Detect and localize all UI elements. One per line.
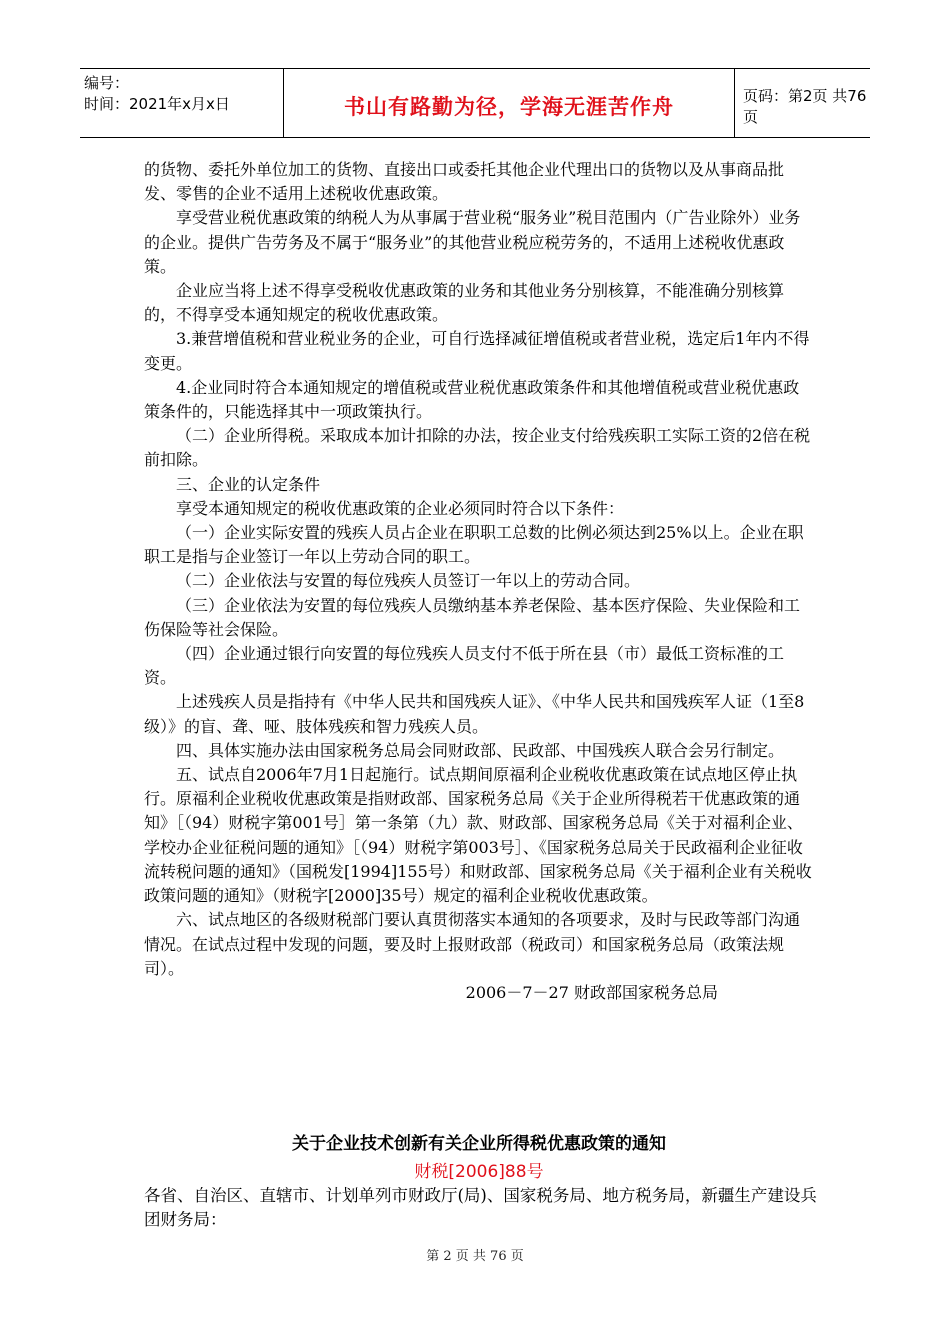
paragraph: （一）企业实际安置的残疾人员占企业在职职工总数的比例必须达到25%以上。企业在职职工是指与企业签订一年以上劳动合同的职工。 [144, 523, 804, 567]
document-body [144, 158, 814, 1005]
notice-title: 关于企业技术创新有关企业所得税优惠政策的通知 [292, 1134, 666, 1154]
paragraph: （二）企业所得税。采取成本加计扣除的办法，按企业支付给残疾职工实际工资的2倍在税前扣除。 [144, 426, 811, 470]
paragraph: （二）企业依法与安置的每位残疾人员签订一年以上的劳动合同。 [176, 571, 641, 591]
paragraph: 4.企业同时符合本通知规定的增值税或营业税优惠政策条件和其他增值税或营业税优惠政策条件的，只能选择其中一项政策执行。 [144, 377, 800, 422]
paragraph: 六、试点地区的各级财税部门要认真贯彻落实本通知的各项要求，及时与民政等部门沟通情况。在试点过程中发现的问题，要及时上报财政部（税政司）和国家税务总局（政策法规司）。 [144, 910, 801, 978]
paragraph: 四、具体实施办法由国家税务总局会同财政部、民政部、中国残疾人联合会另行制定。 [176, 740, 785, 760]
notice-recipients: 各省、自治区、直辖市、计划单列市财政厅(局)、国家税务局、地方税务局，新疆生产建设兵团财务局： [144, 1186, 817, 1229]
document-header [80, 68, 870, 138]
paragraph: 3.兼营增值税和营业税业务的企业，可自行选择减征增值税或者营业税，选定后1年内不得变更。 [144, 329, 810, 373]
paragraph: 五、试点自2006年7月1日起施行。试点期间原福利企业税收优惠政策在试点地区停止执行。原福利企业税收优惠政策是指财政部、国家税务总局《关于企业所得税若干优惠政策的通知》［（94）财税字第001号］第一条第（九）款、财政部、国家税务总局《关于对福利企业、学校办企业征税问题的通知》［（94）财税字第003号］、《国家税务总局关于民政福利企业征收流转税问题的通知》（国税发[1994]155号）和财政部、国家税务总局《关于福利企业有关税收政策问题的通知》（财税字[2000]35号）规定的福利企业税收优惠政策。 [144, 765, 812, 906]
paragraph: 的货物、委托外单位加工的货物、直接出口或委托其他企业代理出口的货物以及从事商品批发、零售的企业不适用上述税收优惠政策。 [144, 160, 785, 204]
paragraph: 上述残疾人员是指持有《中华人民共和国残疾人证》、《中华人民共和国残疾军人证（1至8级）》的盲、聋、哑、肢体残疾和智力残疾人员。 [144, 692, 805, 736]
signature-line: 2006－7－27 财政部国家税务总局 [465, 982, 718, 1002]
paragraph: （三）企业依法为安置的每位残疾人员缴纳基本养老保险、基本医疗保险、失业保险和工伤保险等社会保险。 [144, 595, 801, 639]
header-motto: 书山有路勤为径，学海无涯苦作舟 [283, 69, 735, 137]
header-page-info: 页码：第2页 共76页 [743, 87, 867, 126]
paragraph: 企业应当将上述不得享受税收优惠政策的业务和其他业务分别核算，不能准确分别核算的，不得享受本通知规定的税收优惠政策。 [144, 281, 785, 325]
section-heading: 三、企业的认定条件 [176, 474, 321, 494]
page-footer: 第 2 页 共 76 页 [426, 1249, 524, 1264]
paragraph: （四）企业通过银行向安置的每位残疾人员支付不低于所在县（市）最低工资标准的工资。 [144, 644, 785, 688]
notice-number: 财税[2006]88号 [414, 1162, 544, 1182]
header-meta [80, 69, 283, 137]
header-date-label: 时间：2021年x月x日 [84, 95, 230, 113]
paragraph: 享受本通知规定的税收优惠政策的企业必须同时符合以下条件： [176, 498, 625, 518]
notice-body [144, 1184, 824, 1232]
header-number-label: 编号： [84, 74, 130, 92]
paragraph: 享受营业税优惠政策的纳税人为从事属于营业税“服务业”税目范围内（广告业除外）业务的企业。提供广告劳务及不属于“服务业”的其他营业税应税劳务的，不适用上述税收优惠政策。 [144, 208, 801, 276]
